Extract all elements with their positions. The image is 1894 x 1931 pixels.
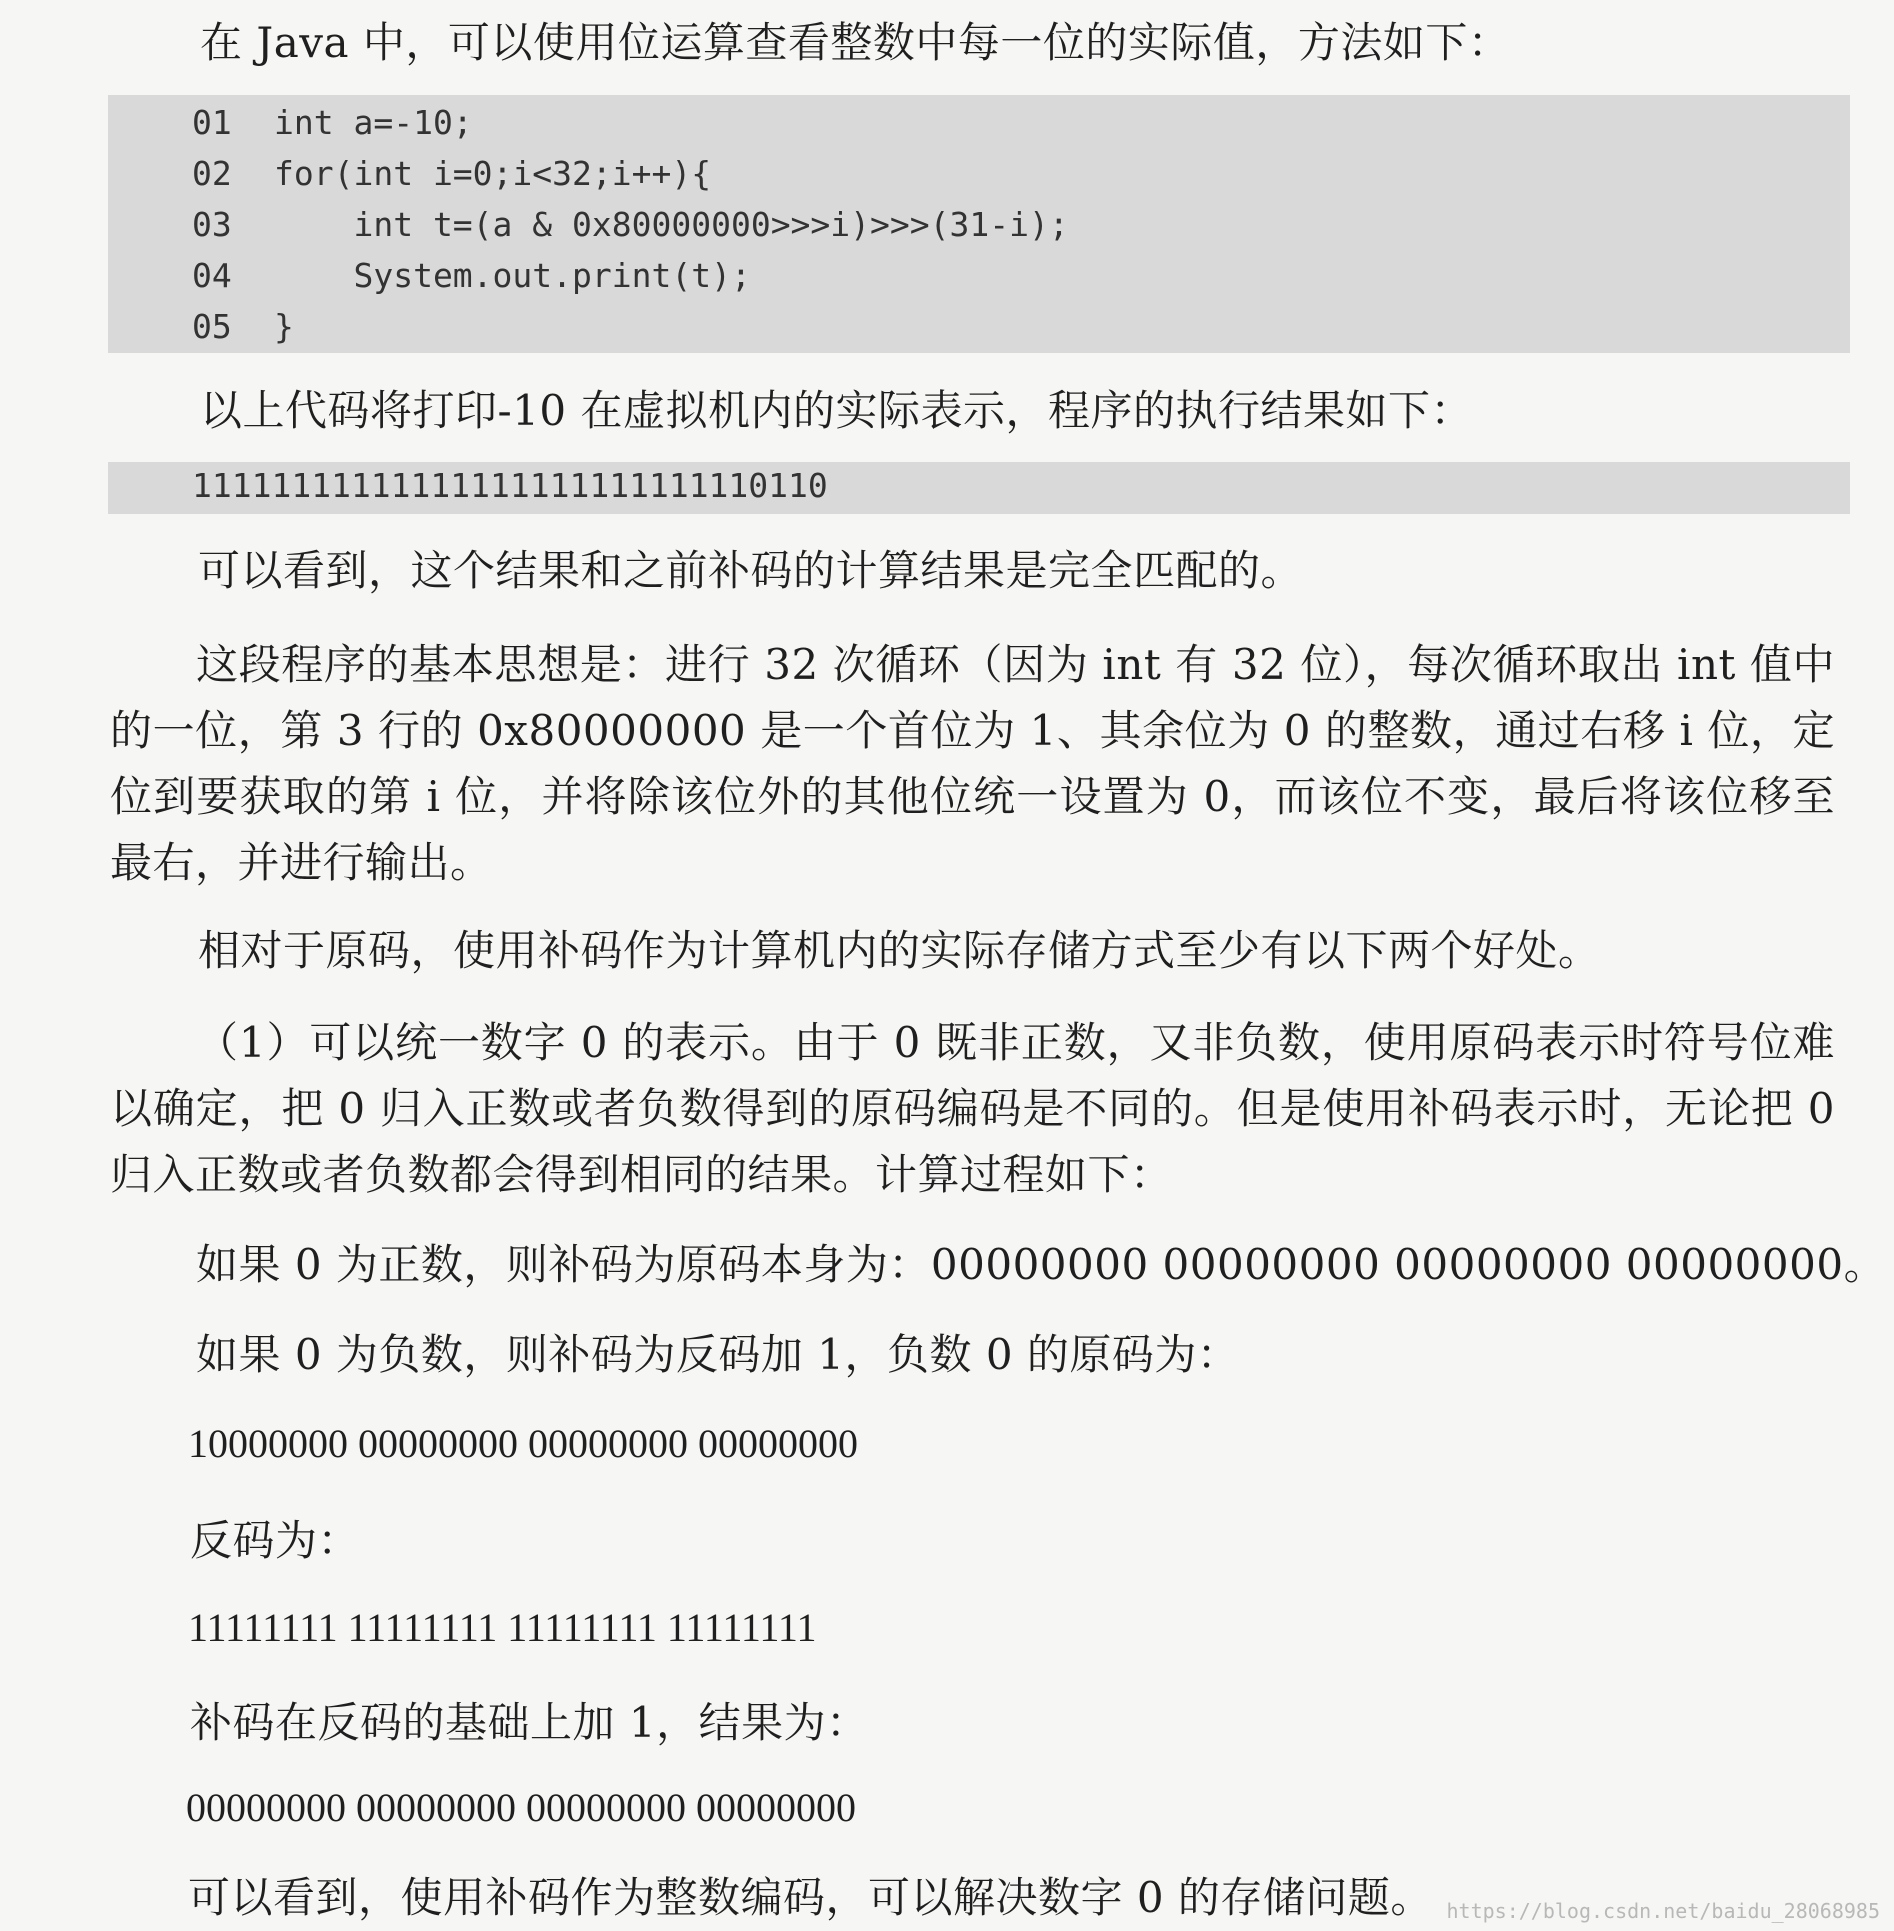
explain-paragraph: 这段程序的基本思想是：进行 32 次循环（因为 int 有 32 位），每次循环取出 int 值中的一位，第 3 行的 0x80000000 是一个首位为 1、其余位为 0 的整数，通过右移 i 位，定位到要获取的第 i 位，并将除该位外的其他位统一设置为 0，而该位不变，最后将该位移至最右，并进行输出。 bbox=[110, 640, 1835, 887]
code-line bbox=[192, 154, 711, 193]
twos-complement-label: 补码在反码的基础上加 1，结果为： bbox=[190, 1698, 869, 1747]
negative-zero-text: 如果 0 为负数，则补码为反码加 1，负数 0 的原码为： bbox=[196, 1330, 1240, 1379]
line-number: 05 bbox=[192, 307, 232, 346]
advantage-intro: 相对于原码，使用补码作为计算机内的实际存储方式至少有以下两个好处。 bbox=[198, 926, 1601, 975]
after-code-text: 以上代码将打印-10 在虚拟机内的实际表示，程序的执行结果如下： bbox=[200, 386, 1473, 435]
twos-complement-value: 00000000 00000000 00000000 00000000 bbox=[186, 1785, 856, 1830]
result-output: 11111111111111111111111111110110 bbox=[192, 466, 828, 505]
ones-complement-value: 11111111 11111111 11111111 11111111 bbox=[188, 1605, 817, 1650]
intro-text: 在 Java 中，可以使用位运算查看整数中每一位的实际值，方法如下： bbox=[200, 18, 1511, 67]
line-number: 04 bbox=[192, 256, 232, 295]
negative-zero-original: 10000000 00000000 00000000 00000000 bbox=[188, 1421, 858, 1466]
code-text: int t=(a & 0x80000000>>>i)>>>(31-i); bbox=[274, 205, 1069, 244]
code-text: for(int i=0;i<32;i++){ bbox=[274, 154, 712, 193]
code-text: int a=-10; bbox=[274, 103, 473, 142]
code-text: System.out.print(t); bbox=[274, 256, 751, 295]
match-text: 可以看到，这个结果和之前补码的计算结果是完全匹配的。 bbox=[198, 546, 1304, 595]
code-line bbox=[192, 205, 1069, 244]
line-number: 01 bbox=[192, 103, 232, 142]
code-line bbox=[192, 256, 751, 295]
watermark: https://blog.csdn.net/baidu_28068985 bbox=[1446, 1899, 1880, 1923]
line-number: 03 bbox=[192, 205, 232, 244]
code-block bbox=[108, 95, 1850, 353]
code-text: } bbox=[274, 307, 294, 346]
conclusion-text: 可以看到，使用补码作为整数编码，可以解决数字 0 的存储问题。 bbox=[188, 1873, 1433, 1922]
result-block bbox=[108, 462, 1850, 514]
code-line bbox=[192, 307, 294, 346]
point1-paragraph: （1）可以统一数字 0 的表示。由于 0 既非正数，又非负数，使用原码表示时符号位难以确定，把 0 归入正数或者负数得到的原码编码是不同的。但是使用补码表示时，无论把 0 归入正数或者负数都会得到相同的结果。计算过程如下： bbox=[110, 1018, 1835, 1199]
positive-zero-text: 如果 0 为正数，则补码为原码本身为：00000000 00000000 00000000 00000000。 bbox=[196, 1240, 1887, 1289]
ones-complement-label: 反码为： bbox=[190, 1516, 361, 1565]
line-number: 02 bbox=[192, 154, 232, 193]
code-line bbox=[192, 103, 473, 142]
